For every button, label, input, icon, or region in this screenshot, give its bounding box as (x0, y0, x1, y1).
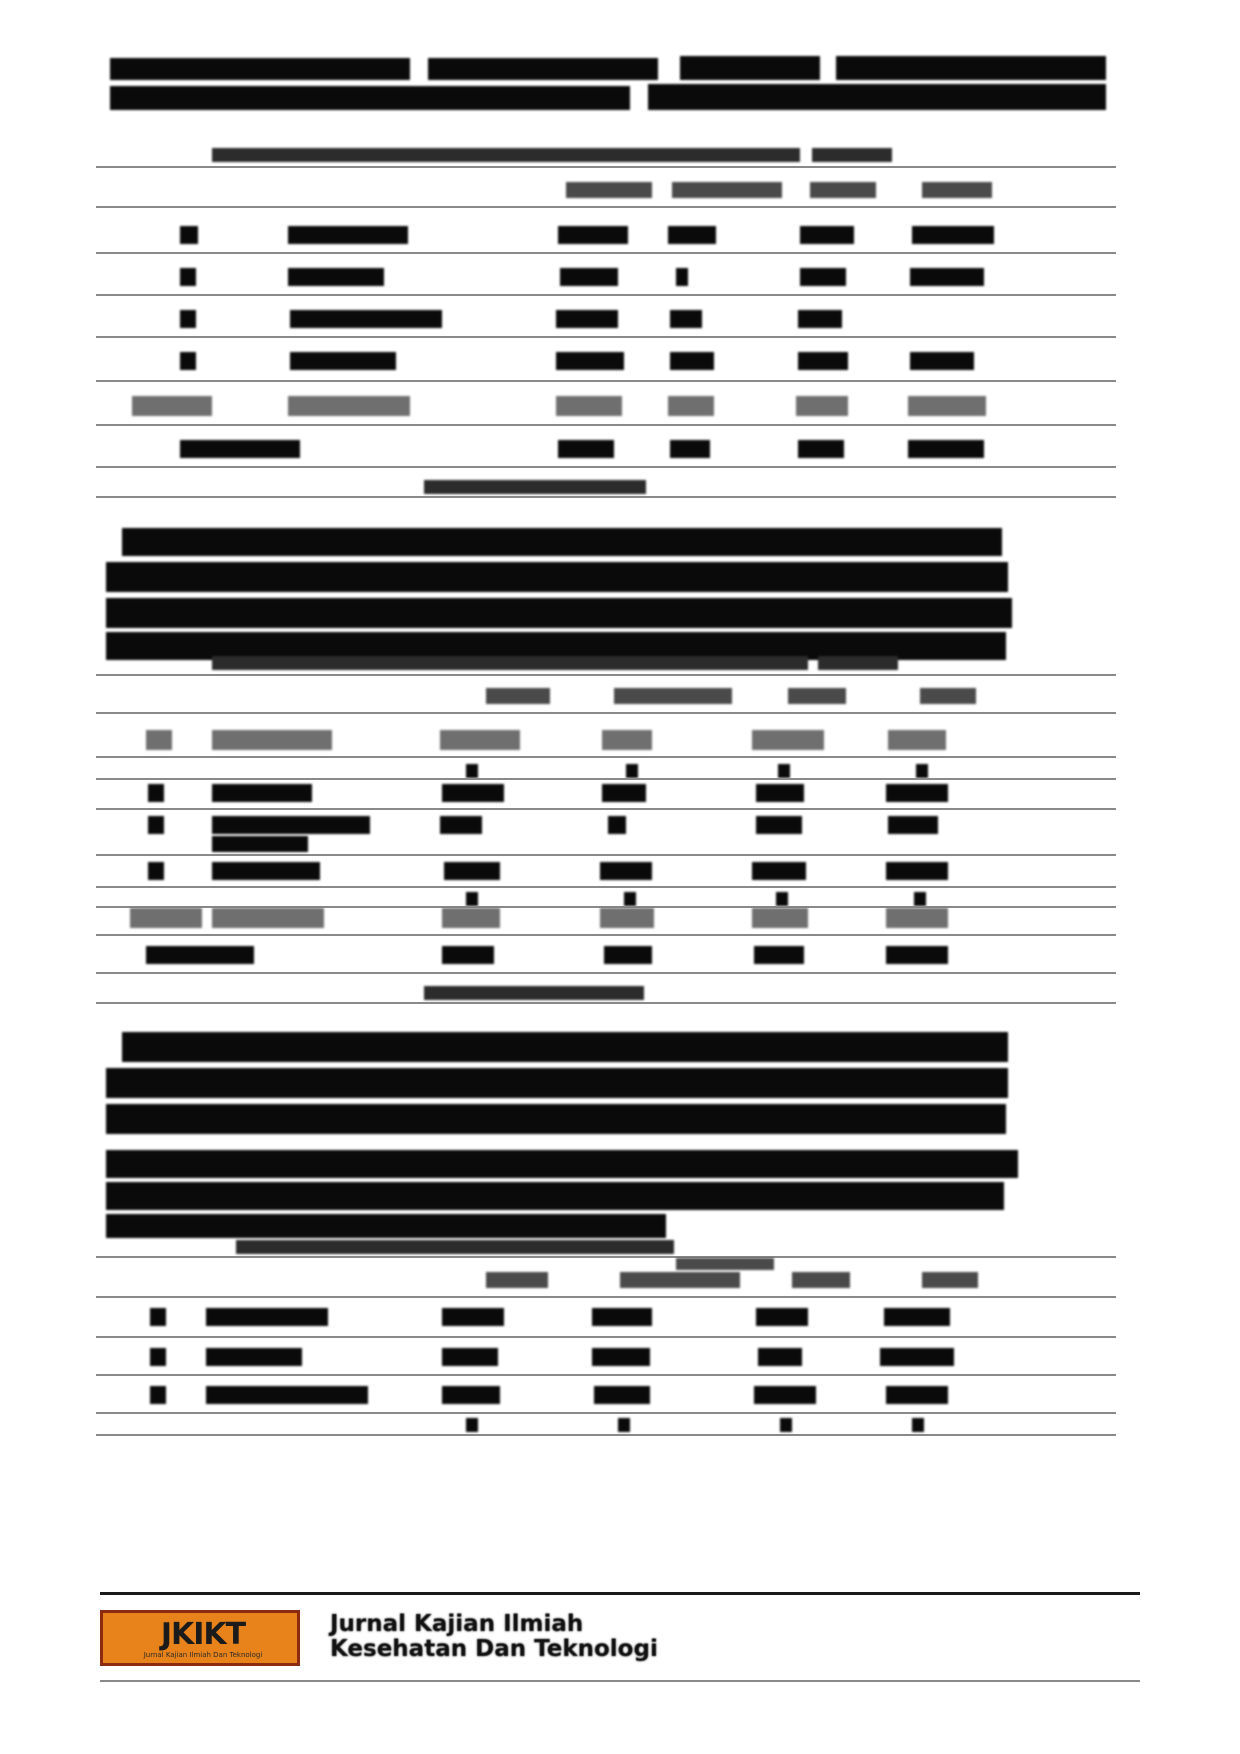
table2-rule-bottom (96, 972, 1116, 974)
table2-rule-header (96, 712, 1116, 714)
table3-row-p (592, 1348, 650, 1366)
table3-row (150, 1348, 166, 1366)
table1-total-pct (670, 440, 710, 458)
table1-row-category (556, 310, 618, 328)
table2-header-col-ya (486, 688, 550, 704)
table3-rule-bottom (96, 1434, 1116, 1436)
table1-rule-header (96, 206, 1116, 208)
table2-row-tidak (602, 730, 652, 750)
table2-row-variable (212, 816, 370, 834)
table2-header-col-p (920, 688, 976, 704)
table2-row-subvalue2 (626, 764, 638, 778)
table2-row-subvalue4 (916, 764, 928, 778)
table3-rule-top (96, 1256, 1116, 1258)
table2-row-total (756, 784, 804, 802)
table3-row-ci (884, 1308, 950, 1326)
table2-row-ya (442, 784, 504, 802)
table1-row-total (908, 396, 986, 416)
table2-row-variable (212, 730, 332, 750)
table2-row-variable (212, 908, 324, 928)
table1-caption (212, 148, 800, 162)
table1-row-rule (96, 294, 1116, 296)
table1-total-n (558, 440, 614, 458)
table3-row-variable (206, 1308, 328, 1326)
table1-row-n (668, 226, 716, 244)
table2-row-tidak (600, 862, 652, 880)
table1-row-variable (288, 268, 384, 286)
journal-title-line1: Jurnal Kajian Ilmiah (330, 1611, 584, 1637)
table1-header-col-extra (922, 182, 992, 198)
table1-row-category (560, 268, 618, 286)
table3-header-col-or (792, 1272, 850, 1288)
table1-row-pct (798, 352, 848, 370)
table3-row-p (592, 1308, 652, 1326)
table1-row-pct (798, 310, 842, 328)
table3-row-ci (886, 1386, 948, 1404)
table2-total-p (886, 946, 948, 964)
table1-row (180, 226, 198, 244)
table3-row (150, 1308, 166, 1326)
paragraph-1-line2 (106, 562, 1008, 592)
table3-row-p (594, 1386, 650, 1404)
table2-row-rule (96, 808, 1116, 810)
table3-row-or (754, 1386, 816, 1404)
table3-rule-header (96, 1296, 1116, 1298)
table2-row-p (886, 784, 948, 802)
table3-caption (236, 1240, 674, 1254)
table3-row-b (442, 1308, 504, 1326)
table3-row-rule (96, 1336, 1116, 1338)
table1-row-rule (96, 252, 1116, 254)
table2-row-variable (212, 784, 312, 802)
table2-row (148, 862, 164, 880)
paragraph-1 (122, 528, 1002, 556)
table2-row-subvalue (466, 764, 478, 778)
table1-row-variable (290, 310, 442, 328)
running-title-line1b (428, 58, 658, 80)
table2-row (146, 730, 172, 750)
table3-header-group (676, 1258, 774, 1270)
table2-header-left (136, 688, 428, 704)
table3-constant-or (780, 1418, 792, 1432)
table2-row-subvalue3 (776, 892, 788, 906)
table3-row-or (756, 1308, 808, 1326)
table1-row (180, 310, 196, 328)
table2-rule-top (96, 674, 1116, 676)
table1-row-total (910, 268, 984, 286)
running-title-line2b (648, 84, 1106, 110)
table2-total-label (146, 946, 254, 964)
journal-logo-text: JKIKT (160, 1617, 246, 1652)
table2-row (148, 816, 164, 834)
table3-header-col-b (486, 1272, 548, 1288)
table2-caption (212, 656, 808, 670)
table3-row-variable (206, 1386, 368, 1404)
table2-row-total (752, 908, 808, 928)
paragraph-2 (122, 1032, 1008, 1062)
table3-row-ci (880, 1348, 954, 1366)
table1-row-rule (96, 336, 1116, 338)
table2-row-tidak (602, 784, 646, 802)
table2-row-p (888, 730, 946, 750)
table1-row-n (670, 310, 702, 328)
table1-total-right (908, 440, 984, 458)
table1-row-category (558, 226, 628, 244)
table3-row-rule (96, 1374, 1116, 1376)
table2-header-col-tidak (614, 688, 732, 704)
table1-row-n (676, 268, 688, 286)
paragraph-3 (106, 1150, 1018, 1178)
table1-row (132, 396, 212, 416)
table1-row-rule (96, 380, 1116, 382)
running-title-line1 (110, 58, 410, 80)
table1-header-col-n (566, 182, 652, 198)
table2-row-rule (96, 778, 1116, 780)
table3-row-rule (96, 1412, 1116, 1414)
table1-row-pct (800, 226, 854, 244)
table2-row-total (752, 730, 824, 750)
table3-row-or (758, 1348, 802, 1366)
table2-row-ya (444, 862, 500, 880)
table1-header-col-total (810, 182, 876, 198)
table3-row (150, 1386, 166, 1404)
table3-row-b (442, 1386, 500, 1404)
journal-logo-subtext: Jurnal Kajian Ilmiah Dan Teknologi (143, 1651, 263, 1659)
table2-total-total (754, 946, 804, 964)
table2-row-rule (96, 886, 1116, 888)
table3-header-col-ci (922, 1272, 978, 1288)
table2-header-col-total (788, 688, 846, 704)
table2-row-variable (212, 862, 320, 880)
table2-row-rule (96, 756, 1116, 758)
table1-caption-cont (812, 148, 892, 162)
table2-row-p (886, 862, 948, 880)
paragraph-1-line3 (106, 598, 1012, 628)
table2-row-p (886, 908, 948, 928)
running-title-line1d (836, 56, 1106, 80)
paragraph-3-line2 (106, 1182, 1004, 1210)
table2-row-subvalue4 (914, 892, 926, 906)
table1-row-n (668, 396, 714, 416)
table2-row-rule (96, 854, 1116, 856)
table1-row-total (912, 226, 994, 244)
table1-header-col-pct (672, 182, 782, 198)
table1-row-variable (288, 226, 408, 244)
table2-row-ya (440, 816, 482, 834)
table2-row-extra (212, 836, 308, 852)
table1-row-category (556, 352, 624, 370)
table2-row-ya (440, 730, 520, 750)
running-title-line2 (110, 86, 630, 110)
table1-source-note (424, 480, 646, 494)
table2-row-tidak (608, 816, 626, 834)
table3-row-variable (206, 1348, 302, 1366)
table3-constant-p (618, 1418, 630, 1432)
table2-row-subvalue2 (624, 892, 636, 906)
table1-row-rule (96, 424, 1116, 426)
footer-divider-bottom (100, 1680, 1140, 1682)
table3-header-col-p (620, 1272, 740, 1288)
footer-divider (100, 1592, 1140, 1595)
paragraph-2-line2 (106, 1068, 1008, 1098)
table1-row-pct (796, 396, 848, 416)
table1-rule-bottom (96, 466, 1116, 468)
table1-total-extra (798, 440, 844, 458)
journal-logo (100, 1610, 300, 1666)
table2-source-note (424, 986, 644, 1000)
table1-source-rule (96, 496, 1116, 498)
table2-caption-cont (818, 656, 898, 670)
table2-row-tidak (600, 908, 654, 928)
table2-row-p (888, 816, 938, 834)
table1-row (180, 268, 196, 286)
paragraph-3-line3 (106, 1214, 666, 1238)
table1-row-pct (800, 268, 846, 286)
table1-row-n (670, 352, 714, 370)
table2-row-total (752, 862, 806, 880)
table1-row-total (910, 352, 974, 370)
table2-row (130, 908, 202, 928)
table2-row-ya (442, 908, 500, 928)
table2-source-rule (96, 1002, 1116, 1004)
table2-total-ya (442, 946, 494, 964)
table2-row-total (756, 816, 802, 834)
running-title-line1c (680, 56, 820, 80)
table1-header-cells (138, 182, 564, 198)
paragraph-2-line3 (106, 1104, 1006, 1134)
table1-total-label (180, 440, 300, 458)
table2-row (148, 784, 164, 802)
journal-title-line2: Kesehatan Dan Teknologi (330, 1636, 658, 1662)
table3-constant-ci (912, 1418, 924, 1432)
table1-row (180, 352, 196, 370)
table1-rule-top (96, 166, 1116, 168)
table3-row-b (442, 1348, 498, 1366)
table2-total-tidak (604, 946, 652, 964)
table2-row-rule (96, 934, 1116, 936)
table3-constant-b (466, 1418, 478, 1432)
table2-row-subvalue (466, 892, 478, 906)
table2-row-subvalue3 (778, 764, 790, 778)
table1-row-variable (290, 352, 396, 370)
table1-row-category (556, 396, 622, 416)
journal-title (330, 1612, 658, 1662)
table1-row-variable (288, 396, 410, 416)
table3-header-left (132, 1264, 424, 1280)
